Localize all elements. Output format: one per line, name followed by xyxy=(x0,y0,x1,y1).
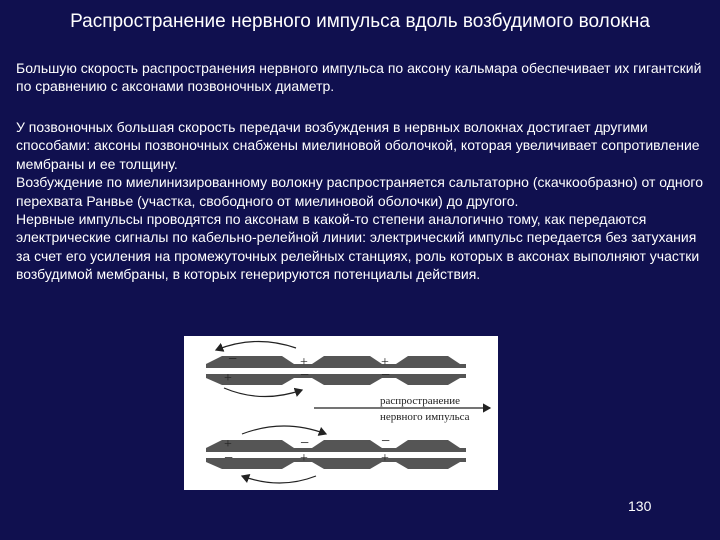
sign-plus-5: + xyxy=(300,451,308,466)
current-arrow-upper-inner xyxy=(224,388,302,397)
propagation-label-2: нервного импульса xyxy=(380,411,470,423)
sign-minus-1: − xyxy=(228,351,238,368)
sign-plus-1: + xyxy=(224,371,232,386)
sign-plus-3: + xyxy=(381,355,389,370)
text-line-myelin: У позвоночных большая скорость передачи возбуждения в нервных волокнах достигает другими способами: аксоны позвоночных снабжены миелиновой оболочкой, которая увеличивает сопротивление мембраны и ее толщину. xyxy=(16,119,700,172)
lower-membrane xyxy=(206,440,466,452)
myelinated-fiber-diagram xyxy=(184,336,498,490)
upper-membrane xyxy=(206,356,466,368)
sign-plus-4: + xyxy=(224,437,232,452)
sign-plus-6: + xyxy=(381,451,389,466)
paragraph-vertebrates xyxy=(16,118,712,284)
paragraph-squid-axon: Большую скорость распространения нервного импульса по аксону кальмара обеспечивает их гигантский по сравнению с аксонами позвоночных диаметр. xyxy=(16,60,702,95)
slide-title: Распространение нервного импульса вдоль возбудимого волокна xyxy=(70,11,650,32)
propagation-label-1: распространение xyxy=(380,395,461,407)
lower-membrane-inner xyxy=(206,458,466,469)
upper-membrane-inner xyxy=(206,374,466,385)
text-line-saltatory: Возбуждение по миелинизированному волокну распространяется сальтаторно (скачкообразно) от одного перехвата Ранвье (участка, свободного от миелиновой оболочки) до другого. xyxy=(16,174,703,209)
sign-plus-2: + xyxy=(300,355,308,370)
current-arrow-lower-inner xyxy=(242,476,316,483)
current-arrow-lower-outer xyxy=(242,426,326,434)
current-arrow-upper-outer xyxy=(216,341,296,350)
page-number: 130 xyxy=(628,498,652,514)
text-line-cable-analogy: Нервные импульсы проводятся по аксонам в какой-то степени аналогично тому, как передаются электрические сигналы по кабельно-релейной линии: электрический импульс передается без затухания за счет его усиления на промежуточных релейных станциях, роль которых в аксонах выполняют участки возбудимой мембраны, в которых генерируются потенциалы действия. xyxy=(16,211,700,283)
sign-minus-6: − xyxy=(381,433,391,450)
sign-minus-5: − xyxy=(300,435,310,452)
sign-minus-4: − xyxy=(224,450,234,467)
sign-minus-3: − xyxy=(381,367,391,384)
sign-minus-2: − xyxy=(300,367,310,384)
